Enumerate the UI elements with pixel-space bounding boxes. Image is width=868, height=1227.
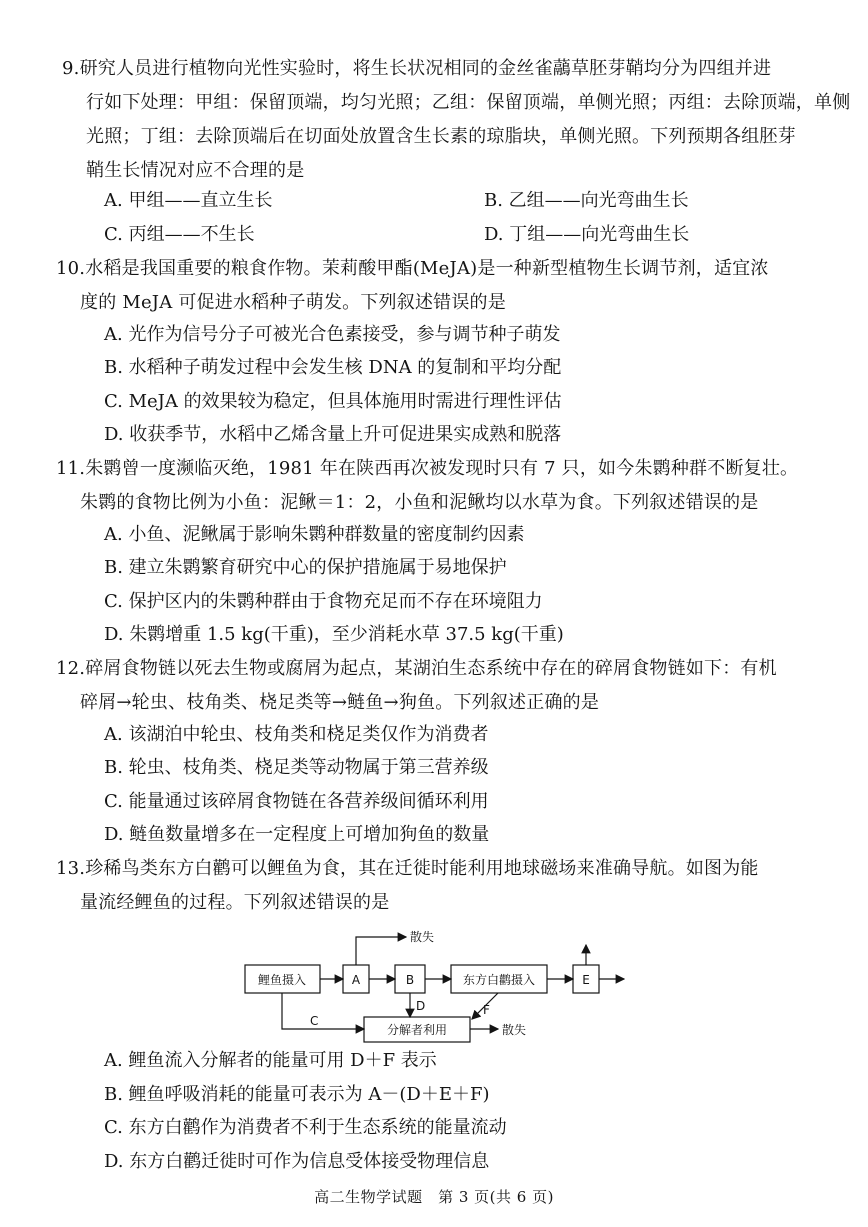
question-stem-line: 度的 MeJA 可促进水稻种子萌发。下列叙述错误的是: [80, 292, 506, 313]
question-stem-line: 10.水稻是我国重要的粮食作物。茉莉酸甲酯(MeJA)是一种新型植物生长调节剂，适宜浓: [56, 258, 769, 279]
option-d: D. 收获季节，水稻中乙烯含量上升可促进果实成熟和脱落: [104, 424, 562, 445]
question-stem-line: 11.朱鹮曾一度濒临灭绝，1981 年在陕西再次被发现时只有 7 只，如今朱鹮种群不断复壮。: [56, 458, 799, 479]
option-d: D. 朱鹮增重 1.5 kg(干重)，至少消耗水草 37.5 kg(干重): [104, 624, 564, 645]
option-c: C. 能量通过该碎屑食物链在各营养级间循环利用: [104, 791, 489, 812]
question-stem-line: 行如下处理：甲组：保留顶端，均匀光照；乙组：保留顶端，单侧光照；丙组：去除顶端，单侧: [86, 92, 851, 113]
question-stem-line: 9.研究人员进行植物向光性实验时，将生长状况相同的金丝雀虉草胚芽鞘均分为四组并进: [62, 58, 772, 79]
label-c: C: [310, 1014, 319, 1028]
option-b: B. 乙组——向光弯曲生长: [484, 190, 689, 211]
energy-flow-svg: [240, 928, 660, 1048]
page-footer: 高二生物学试题 第 3 页(共 6 页): [314, 1188, 554, 1206]
option-a: A. 光作为信号分子可被光合色素接受，参与调节种子萌发: [104, 324, 561, 345]
option-a: A. 小鱼、泥鳅属于影响朱鹮种群数量的密度制约因素: [104, 524, 525, 545]
question-stem-line: 朱鹮的食物比例为小鱼：泥鳅＝1：2，小鱼和泥鳅均以水草为食。下列叙述错误的是: [80, 492, 759, 513]
option-d: D. 鲢鱼数量增多在一定程度上可增加狗鱼的数量: [104, 824, 490, 845]
option-c: C. 东方白鹳作为消费者不利于生态系统的能量流动: [104, 1117, 507, 1138]
question-11: [56, 452, 816, 520]
lost-top-label: 散失: [410, 930, 435, 944]
question-stem-line: 鞘生长情况对应不合理的是: [86, 160, 305, 181]
box-e-label: E: [582, 973, 590, 987]
option-a: A. 甲组——直立生长: [104, 190, 273, 211]
energy-flow-diagram: [240, 928, 660, 1048]
question-10: [56, 252, 816, 320]
carp-intake-label: 鲤鱼摄入: [257, 973, 307, 987]
option-b: B. 轮虫、枝角类、桡足类等动物属于第三营养级: [104, 757, 489, 778]
option-c: C. MeJA 的效果较为稳定，但具体施用时需进行理性评估: [104, 391, 562, 412]
option-a: A. 鲤鱼流入分解者的能量可用 D＋F 表示: [104, 1050, 437, 1071]
question-stem-line: 碎屑→轮虫、枝角类、桡足类等→鲢鱼→狗鱼。下列叙述正确的是: [80, 692, 600, 713]
option-c: C. 保护区内的朱鹮种群由于食物充足而不存在环境阻力: [104, 591, 543, 612]
label-f: F: [483, 1003, 490, 1017]
option-b: B. 水稻种子萌发过程中会发生核 DNA 的复制和平均分配: [104, 357, 562, 378]
label-d: D: [416, 999, 426, 1013]
question-stem-line: 12.碎屑食物链以死去生物或腐屑为起点，某湖泊生态系统中存在的碎屑食物链如下：有机: [56, 658, 777, 679]
question-9: [62, 52, 851, 188]
question-12: [56, 652, 816, 720]
option-d: D. 东方白鹳迁徙时可作为信息受体接受物理信息: [104, 1151, 490, 1172]
box-b-label: B: [405, 973, 415, 987]
decomposer-label: 分解者利用: [386, 1023, 448, 1037]
box-a-label: A: [351, 973, 361, 987]
stork-intake-label: 东方白鹳摄入: [462, 973, 536, 987]
question-stem-line: 光照；丁组：去除顶端后在切面处放置含生长素的琼脂块，单侧光照。下列预期各组胚芽: [86, 126, 796, 147]
option-d: D. 丁组——向光弯曲生长: [484, 224, 690, 245]
option-b: B. 鲤鱼呼吸消耗的能量可表示为 A－(D＋E＋F): [104, 1084, 490, 1105]
question-13: [56, 852, 816, 920]
question-stem-line: 量流经鲤鱼的过程。下列叙述错误的是: [80, 892, 390, 913]
question-stem-line: 13.珍稀鸟类东方白鹳可以鲤鱼为食，其在迁徙时能利用地球磁场来准确导航。如图为能: [56, 858, 759, 879]
lost-bottom-label: 散失: [502, 1023, 527, 1037]
option-b: B. 建立朱鹮繁育研究中心的保护措施属于易地保护: [104, 557, 507, 578]
option-c: C. 丙组——不生长: [104, 224, 255, 245]
option-a: A. 该湖泊中轮虫、枝角类和桡足类仅作为消费者: [104, 724, 489, 745]
